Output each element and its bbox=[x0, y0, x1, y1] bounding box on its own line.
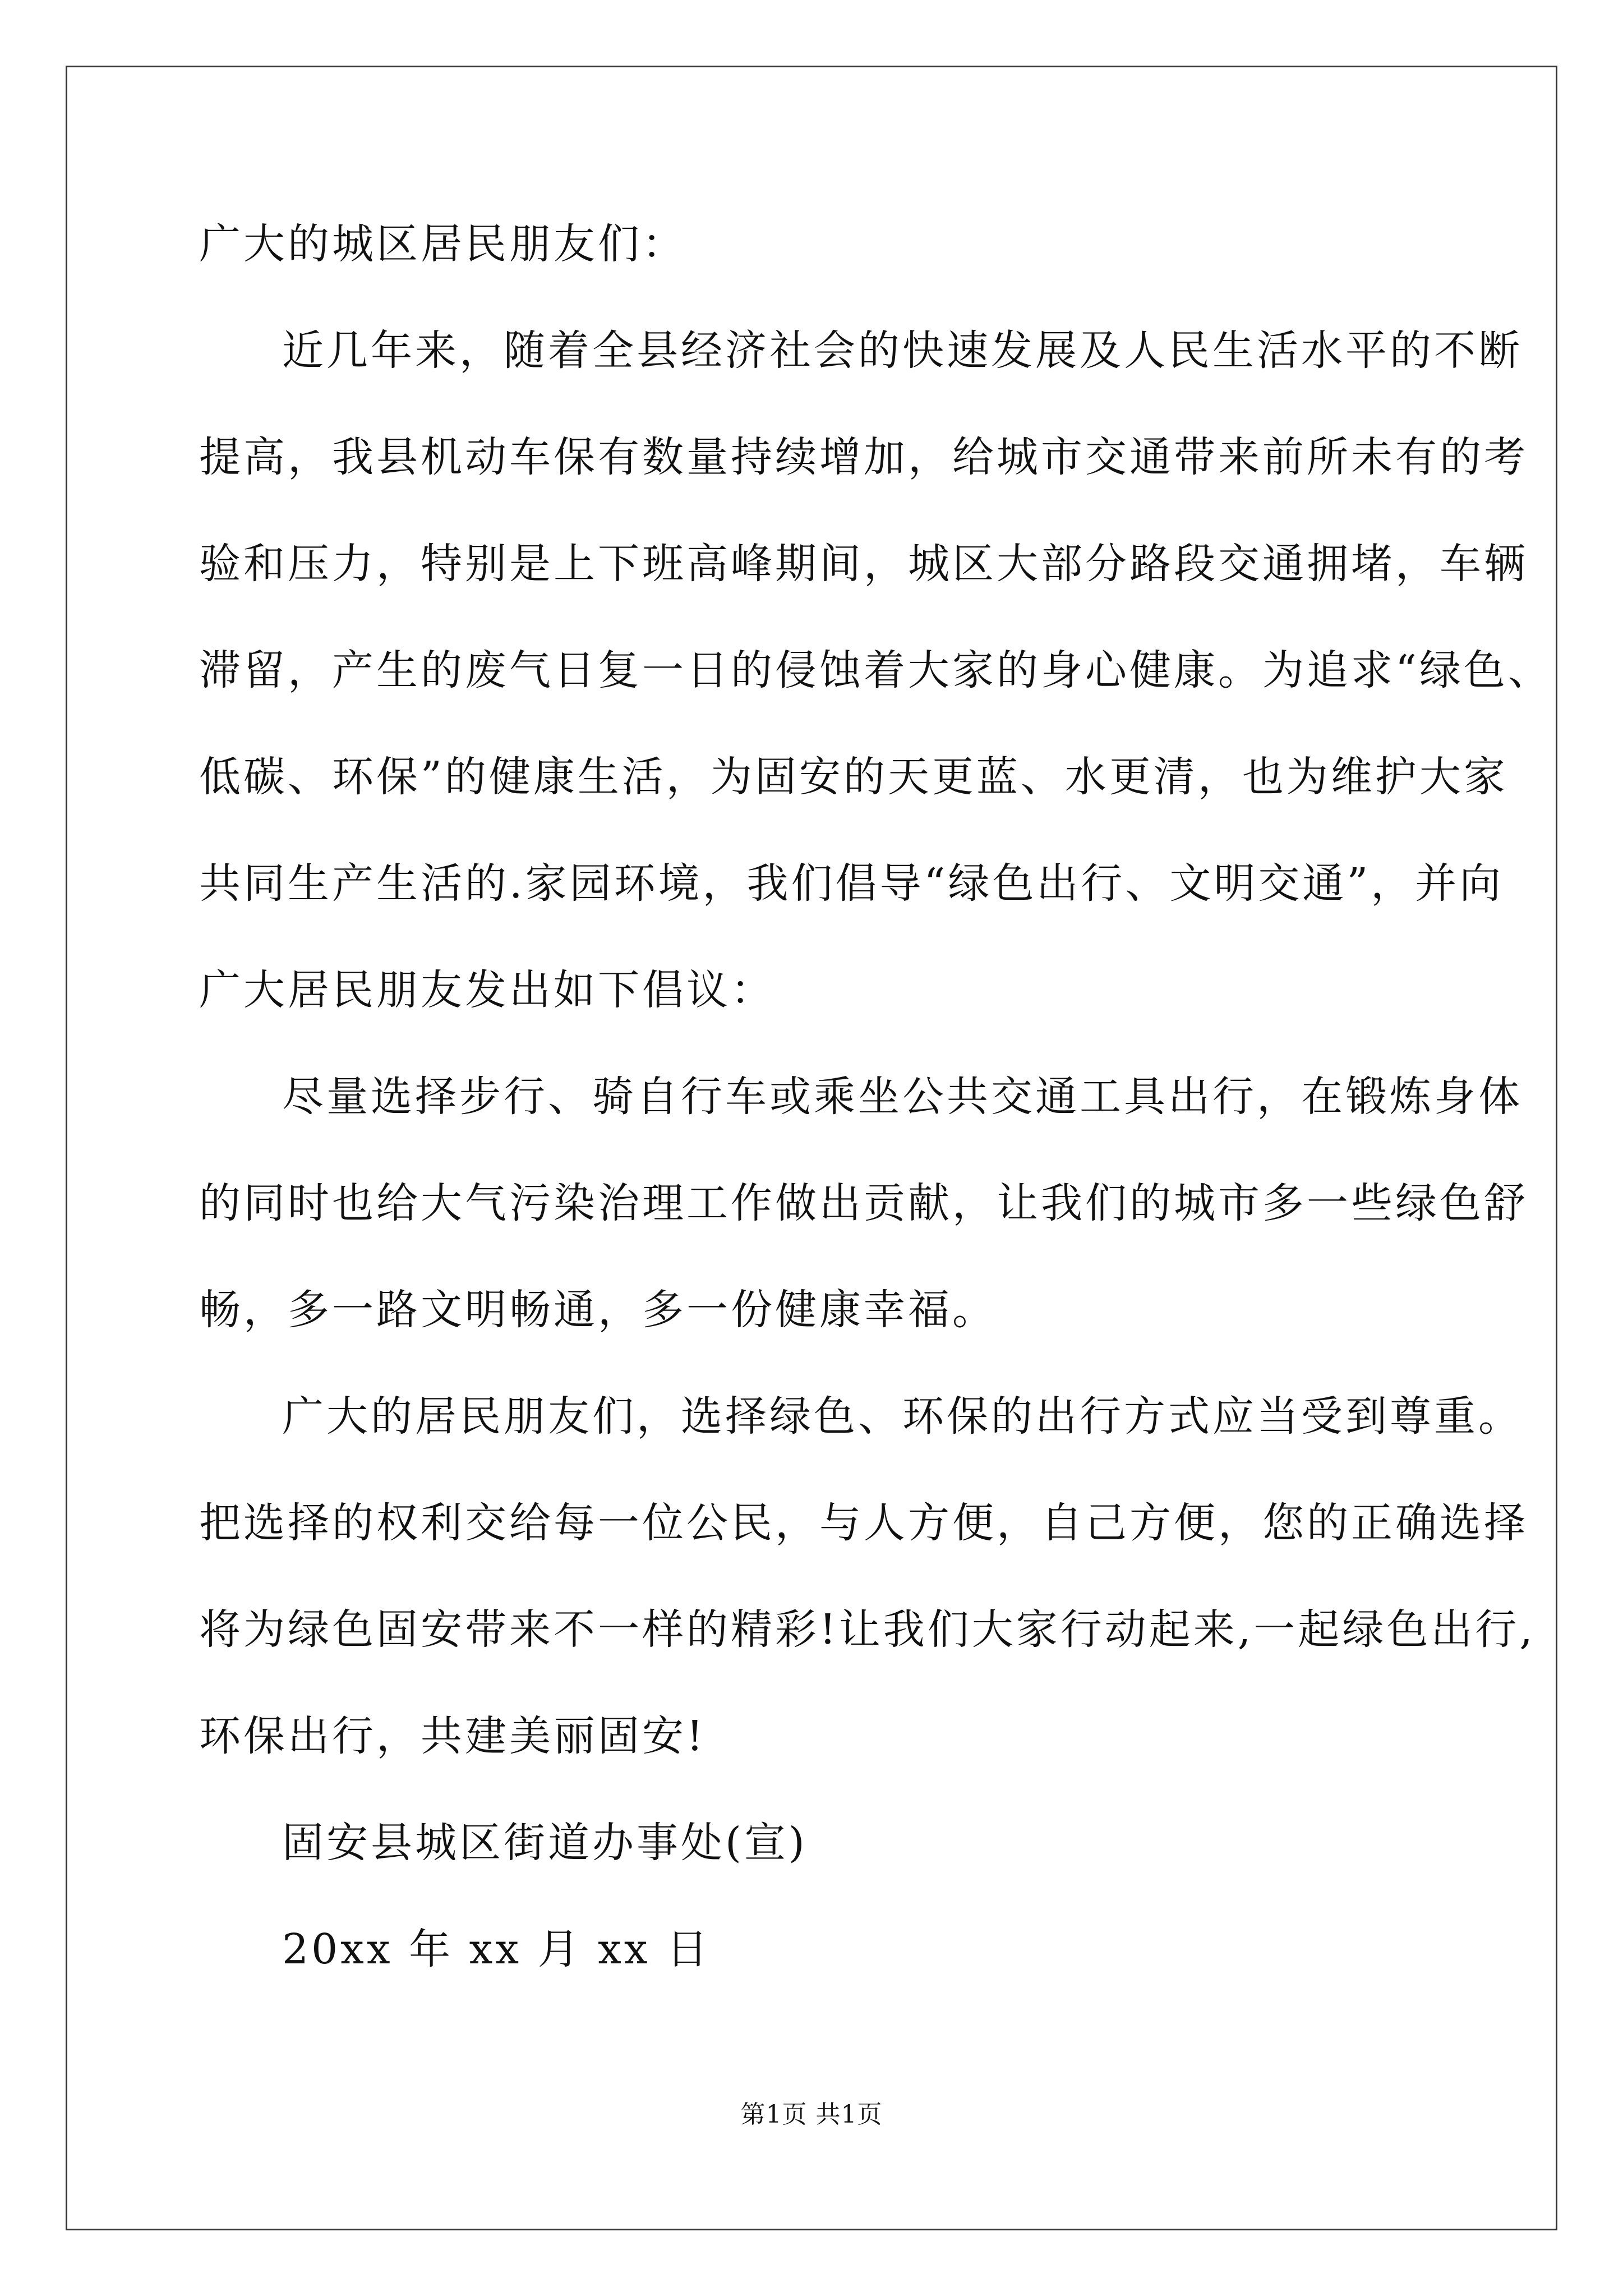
paragraph-3-line-4: 环保出行，共建美丽固安! bbox=[199, 1712, 706, 1760]
signature: 固安县城区街道办事处(宣) bbox=[282, 1819, 808, 1867]
paragraph-1-line-6: 共同生产生活的.家园环境，我们倡导“绿色出行、文明交通”，并向 bbox=[199, 859, 1504, 908]
paragraph-1-line-1: 近几年来，随着全县经济社会的快速发展及人民生活水平的不断 bbox=[282, 326, 1523, 375]
paragraph-1-line-2: 提高，我县机动车保有数量持续增加，给城市交通带来前所未有的考 bbox=[199, 433, 1528, 481]
paragraph-3-line-1: 广大的居民朋友们，选择绿色、环保的出行方式应当受到尊重。 bbox=[282, 1392, 1523, 1441]
paragraph-1-line-4: 滞留，产生的废气日复一日的侵蚀着大家的身心健康。为追求“绿色、 bbox=[199, 646, 1552, 694]
paragraph-1-line-3: 验和压力，特别是上下班高峰期间，城区大部分路段交通拥堵，车辆 bbox=[199, 540, 1528, 588]
paragraph-2-line-3: 畅，多一路文明畅通，多一份健康幸福。 bbox=[199, 1286, 997, 1334]
paragraph-3-line-3: 将为绿色固安带来不一样的精彩!让我们大家行动起来,一起绿色出行, bbox=[199, 1605, 1536, 1654]
paragraph-2-line-2: 的同时也给大气污染治理工作做出贡献，让我们的城市多一些绿色舒 bbox=[199, 1179, 1528, 1227]
paragraph-3-line-2: 把选择的权利交给每一位公民，与人方便，自己方便，您的正确选择 bbox=[199, 1499, 1528, 1547]
paragraph-1-line-5: 低碳、环保”的健康生活，为固安的天更蓝、水更清，也为维护大家 bbox=[199, 753, 1508, 801]
page-border bbox=[66, 66, 1557, 2230]
page-footer: 第1页 共1页 bbox=[740, 2100, 883, 2129]
greeting: 广大的城区居民朋友们： bbox=[199, 220, 686, 268]
paragraph-2-line-1: 尽量选择步行、骑自行车或乘坐公共交通工具出行，在锻炼身体 bbox=[282, 1073, 1523, 1121]
date: 20xx 年 xx 月 xx 日 bbox=[282, 1925, 711, 1973]
paragraph-1-line-7: 广大居民朋友发出如下倡议： bbox=[199, 966, 775, 1014]
